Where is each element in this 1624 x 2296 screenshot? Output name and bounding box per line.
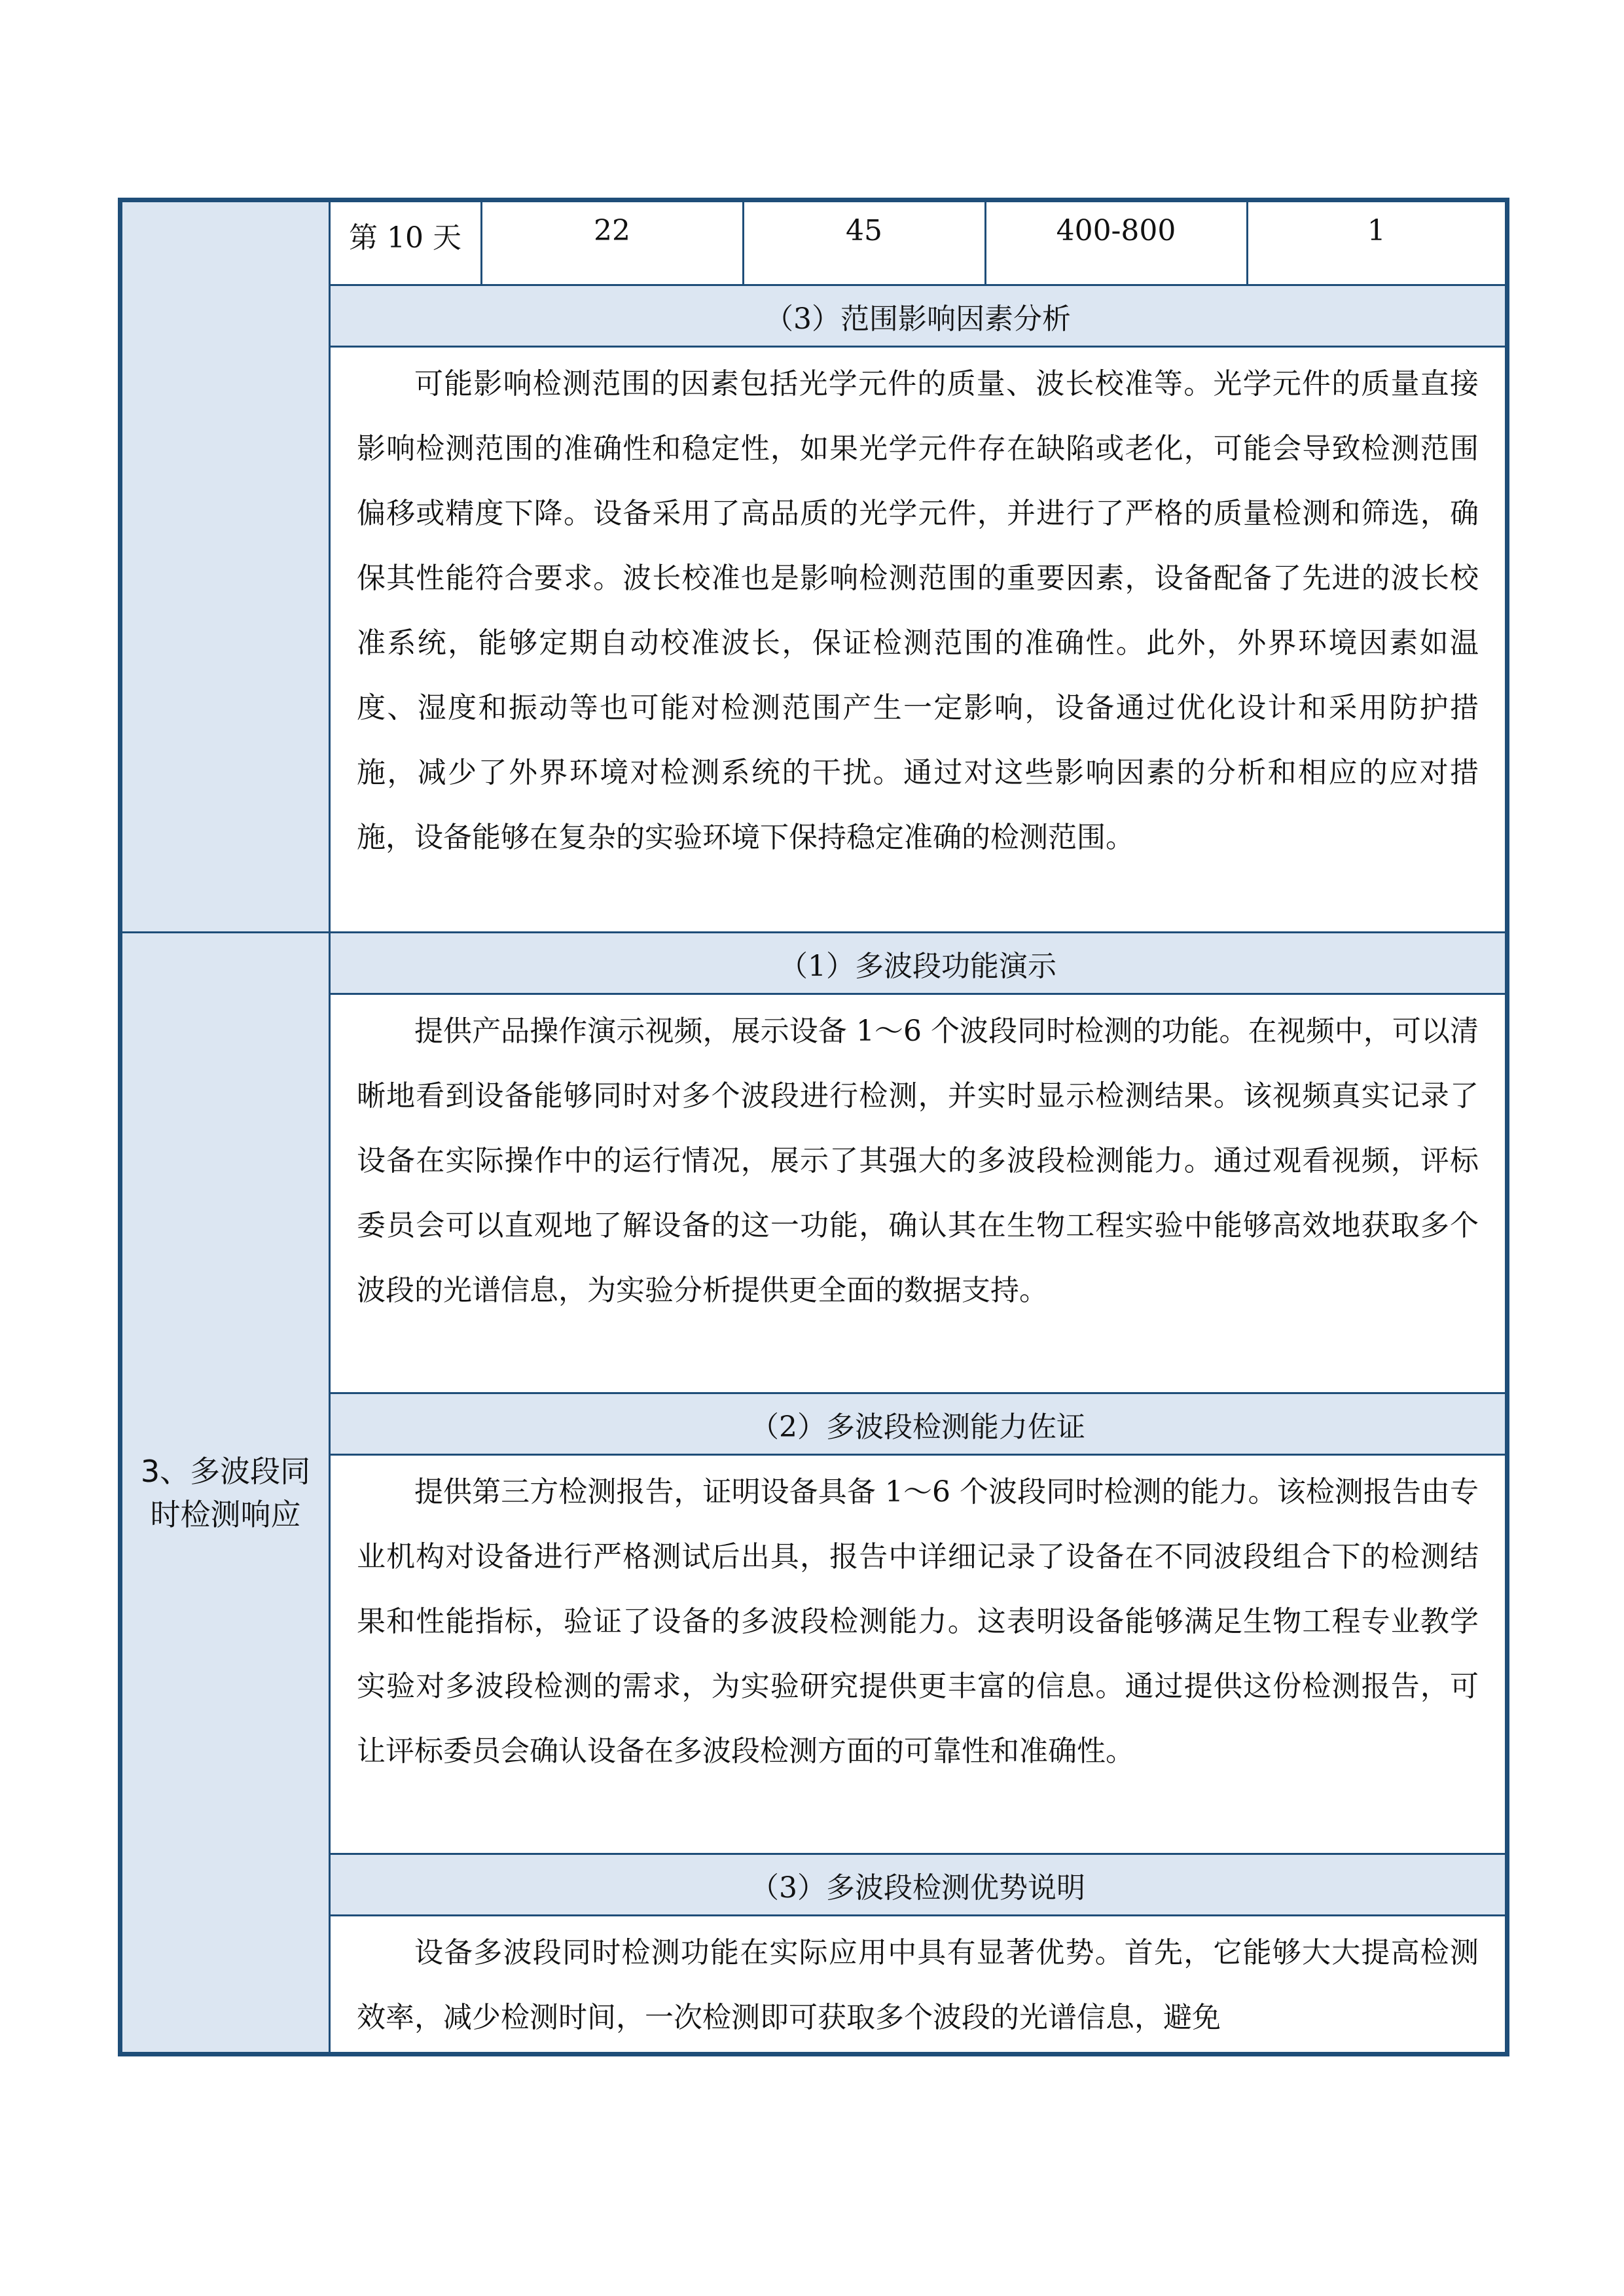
section3-label: 3、多波段同时检测响应: [120, 933, 330, 2054]
subsection-body: 提供第三方检测报告，证明设备具备 1～6 个波段同时检测的能力。该检测报告由专业机构对设备进行严格测试后出具，报告中详细记录了设备在不同波段组合下的检测结果和性能指标，验证了设备的多波段检测能力。这表明设备能够满足生物工程专业教学实验对多波段检测的需求，为实验研究提供更丰富的信息。通过提供这份检测报告，可让评标委员会确认设备在多波段检测方面的可靠性和准确性。: [330, 1455, 1507, 1854]
subsection-body: 可能影响检测范围的因素包括光学元件的质量、波长校准等。光学元件的质量直接影响检测范围的准确性和稳定性，如果光学元件存在缺陷或老化，可能会导致检测范围偏移或精度下降。设备采用了高品质的光学元件，并进行了严格的质量检测和筛选，确保其性能符合要求。波长校准也是影响检测范围的重要因素，设备配备了先进的波长校准系统，能够定期自动校准波长，保证检测范围的准确性。此外，外界环境因素如温度、湿度和振动等也可能对检测范围产生一定影响，设备通过优化设计和采用防护措施，减少了外界环境对检测系统的干扰。通过对这些影响因素的分析和相应的应对措施，设备能够在复杂的实验环境下保持稳定准确的检测范围。: [330, 347, 1507, 933]
section-prev-label-cell: [120, 200, 330, 933]
data-row-day10: [120, 200, 1507, 285]
day-cell: 第 10 天: [349, 221, 461, 255]
subsection-body: 设备多波段同时检测功能在实际应用中具有显著优势。首先，它能够大大提高检测效率，减少检测时间，一次检测即可获取多个波段的光谱信息，避免: [330, 1916, 1507, 2054]
subsection-title: （1）多波段功能演示: [330, 933, 1507, 994]
subsection-title: （3）范围影响因素分析: [330, 285, 1507, 347]
value-cell: 45: [743, 202, 985, 284]
value-cell: 22: [481, 202, 743, 284]
range-cell: 400-800: [985, 202, 1247, 284]
day10-inner-table: [331, 202, 1505, 284]
day10-row-cell: [330, 200, 1507, 285]
value-cell: 1: [1247, 202, 1505, 284]
subsection-title: （2）多波段检测能力佐证: [330, 1393, 1507, 1455]
subsection-body: 提供产品操作演示视频，展示设备 1～6 个波段同时检测的功能。在视频中，可以清晰地看到设备能够同时对多个波段进行检测，并实时显示检测结果。该视频真实记录了设备在实际操作中的运行情况，展示了其强大的多波段检测能力。通过观看视频，评标委员会可以直观地了解设备的这一功能，确认其在生物工程实验中能够高效地获取多个波段的光谱信息，为实验分析提供更全面的数据支持。: [330, 994, 1507, 1393]
document-table: [118, 198, 1509, 2056]
subsection-title: （3）多波段检测优势说明: [330, 1854, 1507, 1916]
